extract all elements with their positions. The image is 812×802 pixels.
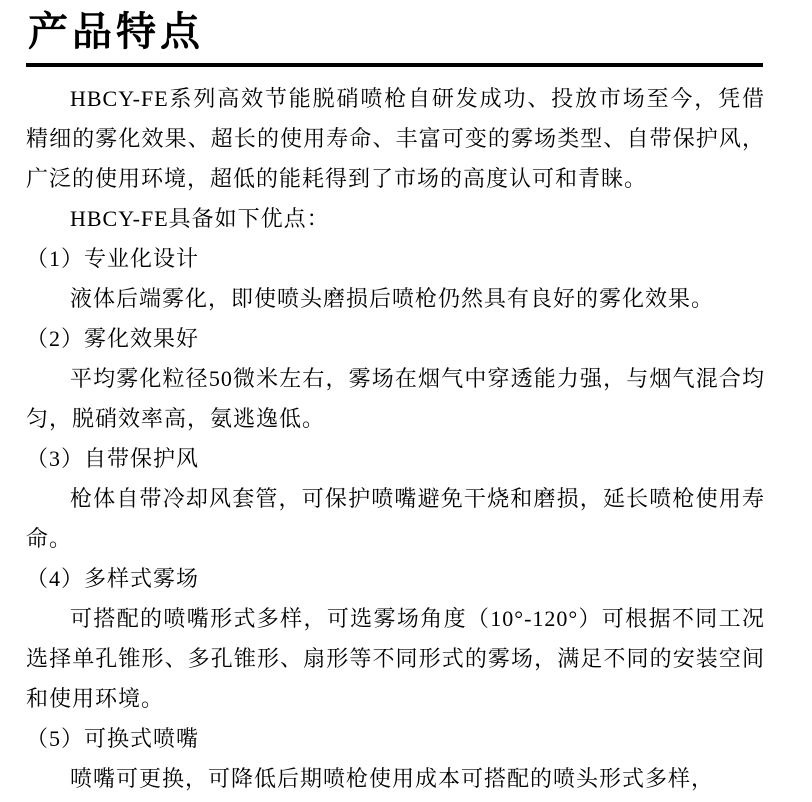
feature-body-3: 枪体自带冷却风套管，可保护喷嘴避免干烧和磨损，延长喷枪使用寿命。: [26, 486, 765, 551]
title-underline-rule: [26, 63, 763, 67]
feature-heading-1: （1）专业化设计: [26, 246, 200, 271]
feature-body-2: 平均雾化粒径50微米左右，雾场在烟气中穿透能力强，与烟气混合均匀，脱硝效率高，氨逃逸低。: [26, 366, 765, 431]
document-body: [26, 79, 765, 799]
feature-heading-2: （2）雾化效果好: [26, 326, 200, 351]
intro-paragraph: HBCY-FE系列高效节能脱硝喷枪自研发成功、投放市场至今，凭借精细的雾化效果、超长的使用寿命、丰富可变的雾场类型、自带保护风，广泛的使用环境，超低的能耗得到了市场的高度认可和青睐。: [26, 86, 765, 191]
feature-heading-4: （4）多样式雾场: [26, 566, 200, 591]
feature-heading-5: （5）可换式喷嘴: [26, 726, 200, 751]
feature-body-5: 喷嘴可更换，可降低后期喷枪使用成本可搭配的喷头形式多样，: [70, 766, 715, 791]
feature-body-1: 液体后端雾化，即使喷头磨损后喷枪仍然具有良好的雾化效果。: [70, 286, 715, 311]
advantages-lead-in: HBCY-FE具备如下优点：: [70, 206, 330, 231]
feature-heading-3: （3）自带保护风: [26, 446, 200, 471]
page-title: 产品特点: [28, 9, 204, 54]
feature-body-4: 可搭配的喷嘴形式多样，可选雾场角度（10°-120°）可根据不同工况选择单孔锥形、多孔锥形、扇形等不同形式的雾场，满足不同的安装空间和使用环境。: [26, 606, 765, 711]
